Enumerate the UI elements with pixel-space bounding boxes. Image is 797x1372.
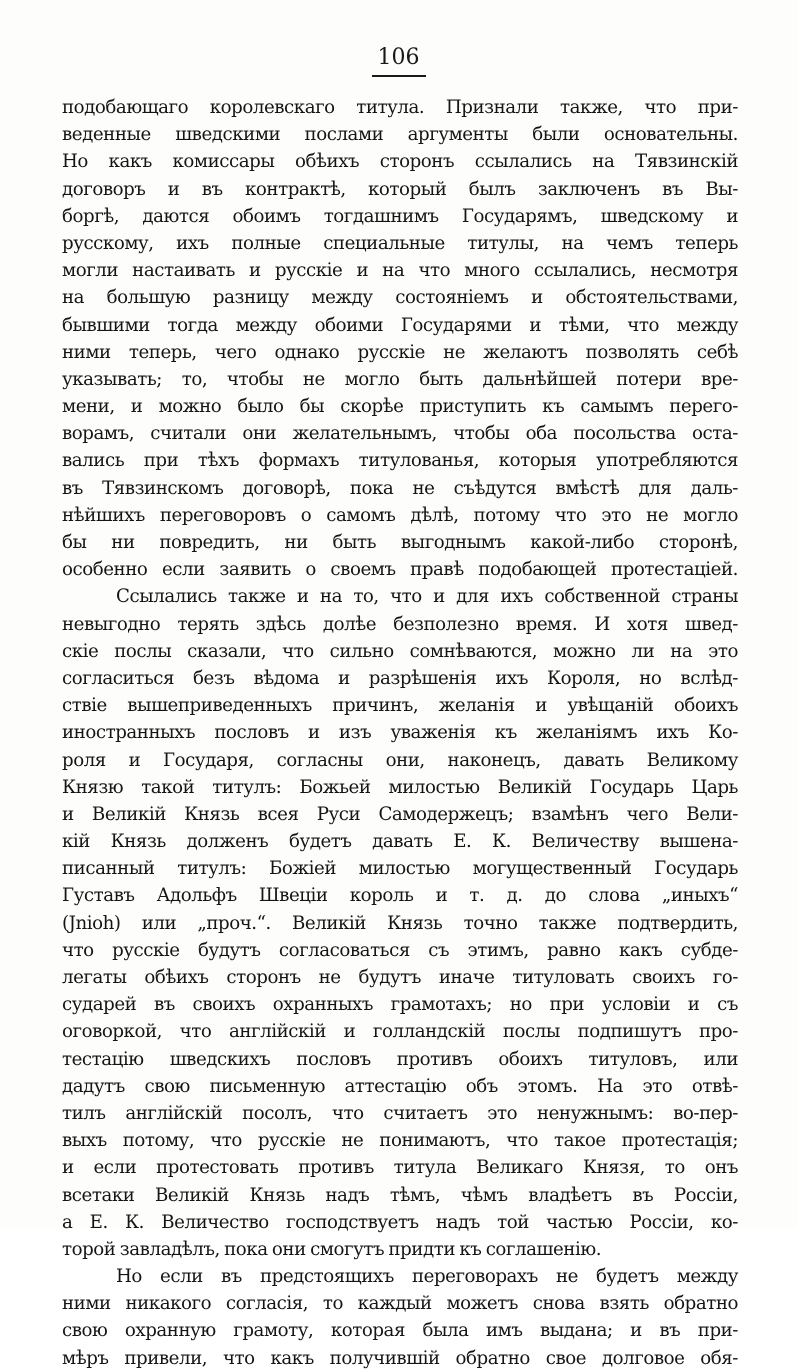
text-line: вались при тѣхъ формахъ титулованья, которыя употребляются [62, 450, 738, 472]
text-line: торой завладѣлъ, пока они смогутъ придти къ соглашенію. [62, 1238, 602, 1260]
text-line: а Е. К. Величество господствуетъ надъ той частью Россіи, ко- [62, 1211, 738, 1233]
text-line: скіе послы сказали, что сильно сомнѣваются, можно ли на это [62, 640, 738, 662]
text-line: ствіе вышеприведенныхъ причинъ, желанія и увѣщаній обоихъ [62, 695, 738, 717]
text-line: мени, и можно было бы скорѣе приступить къ самымъ перего- [62, 396, 738, 418]
text-line: оговоркой, что англійскій и голландскій послы подпишутъ про- [62, 1021, 738, 1043]
text-line: ними теперь, чего однако русскіе не желаютъ позволять себѣ [62, 341, 738, 363]
text-line: кій Князь долженъ будетъ давать Е. К. Величеству вышена- [62, 831, 738, 853]
text-line: бывшими тогда между обоими Государями и тѣми, что между [62, 314, 738, 336]
text-line: писанный титулъ: Божіей милостью могущественный Государь [62, 858, 738, 880]
text-line: и если протестовать противъ титула Великаго Князя, то онъ [62, 1157, 738, 1179]
text-line: мѣръ привели, что какъ получившій обратно свое долговое обя- [62, 1347, 738, 1369]
text-line: согласиться безъ вѣдома и разрѣшенія ихъ Короля, но вслѣд- [62, 667, 738, 689]
text-line: выхъ потому, что русскіе не понимаютъ, что такое протестація; [62, 1130, 738, 1152]
text-line: и Великій Князь всея Руси Самодержецъ; взамѣнъ чего Вели- [62, 803, 738, 825]
text-line: указывать; то, чтобы не могло быть дальнѣйшей потери вре- [62, 368, 738, 390]
page-number-text: 106 [372, 44, 426, 77]
text-line: тилъ англійскій посолъ, что считаетъ это ненужнымъ: во-пер- [62, 1102, 738, 1124]
text-line: иностранныхъ пословъ и изъ уваженія къ желаніямъ ихъ Ко- [62, 722, 738, 744]
text-line: сударей въ своихъ охранныхъ грамотахъ; но при условіи и съ [62, 994, 738, 1016]
text-line: легаты обѣихъ сторонъ не будутъ иначе титуловать своихъ го- [62, 967, 738, 988]
text-line: Ссылались также и на то, что и для ихъ собственной страны [116, 586, 738, 608]
text-line: свою охранную грамоту, которая была имъ выдана; и въ при- [62, 1320, 738, 1342]
text-line: всетаки Великій Князь надъ тѣмъ, чѣмъ владѣетъ въ Россіи, [62, 1184, 738, 1206]
text-line: боргѣ, даются обоимъ тогдашнимъ Государямъ, шведскому и [62, 205, 738, 227]
text-line: Густавъ Адольфъ Швеціи король и т. д. до слова „иныхъ“ [62, 885, 738, 907]
text-line: подобающаго королевскаго титула. Признали также, что при- [62, 97, 738, 118]
text-line: бы ни повредить, ни быть выгоднымъ какой-либо сторонѣ, [62, 532, 738, 553]
text-line: Князю такой титулъ: Божьей милостью Великій Государь Царь [62, 776, 738, 798]
text-line: ворамъ, считали они желательнымъ, чтобы оба посольства оста- [62, 423, 738, 445]
text-line: тестацію шведскихъ пословъ противъ обоихъ титуловъ, или [62, 1048, 738, 1070]
text-line: особенно если заявить о своемъ правѣ подобающей протестаціей. [62, 559, 738, 581]
text-line: (Jnioh) или „проч.“. Великій Князь точно также подтвердить, [62, 912, 738, 934]
text-line: на большую разницу между состояніемъ и обстоятельствами, [62, 287, 738, 309]
text-line: веденные шведскими послами аргументы были основательны. [62, 124, 738, 146]
text-line: дадутъ свою письменную аттестацію объ этомъ. На это отвѣ- [62, 1075, 738, 1097]
text-line: договоръ и въ контрактѣ, который былъ заключенъ въ Вы- [62, 178, 738, 200]
body-text [62, 94, 738, 1372]
text-line: русскому, ихъ полные специальные титулы, на чемъ теперь [62, 232, 738, 254]
text-line: нѣйшихъ переговоровъ о самомъ дѣлѣ, потому что это не могло [62, 504, 738, 526]
text-line: что русскіе будутъ согласоваться съ этимъ, равно какъ субде- [62, 939, 738, 961]
text-line: ними никакого согласія, то каждый можетъ снова взять обратно [62, 1293, 738, 1315]
text-line: роля и Государя, согласны они, наконецъ, давать Великому [62, 749, 738, 771]
text-line: въ Тявзинскомъ договорѣ, пока не съѣдутся вмѣстѣ для даль- [62, 477, 738, 499]
text-line: Но если въ предстоящихъ переговорахъ не будетъ между [116, 1266, 738, 1288]
page-number [0, 44, 797, 77]
text-line: невыгодно терять здѣсь долѣе безполезно время. И хотя швед- [62, 613, 738, 635]
text-line: Но какъ комиссары обѣихъ сторонъ ссылались на Тявзинскій [62, 151, 738, 173]
text-line: могли настаивать и русскіе и на что много ссылались, несмотря [62, 260, 738, 282]
